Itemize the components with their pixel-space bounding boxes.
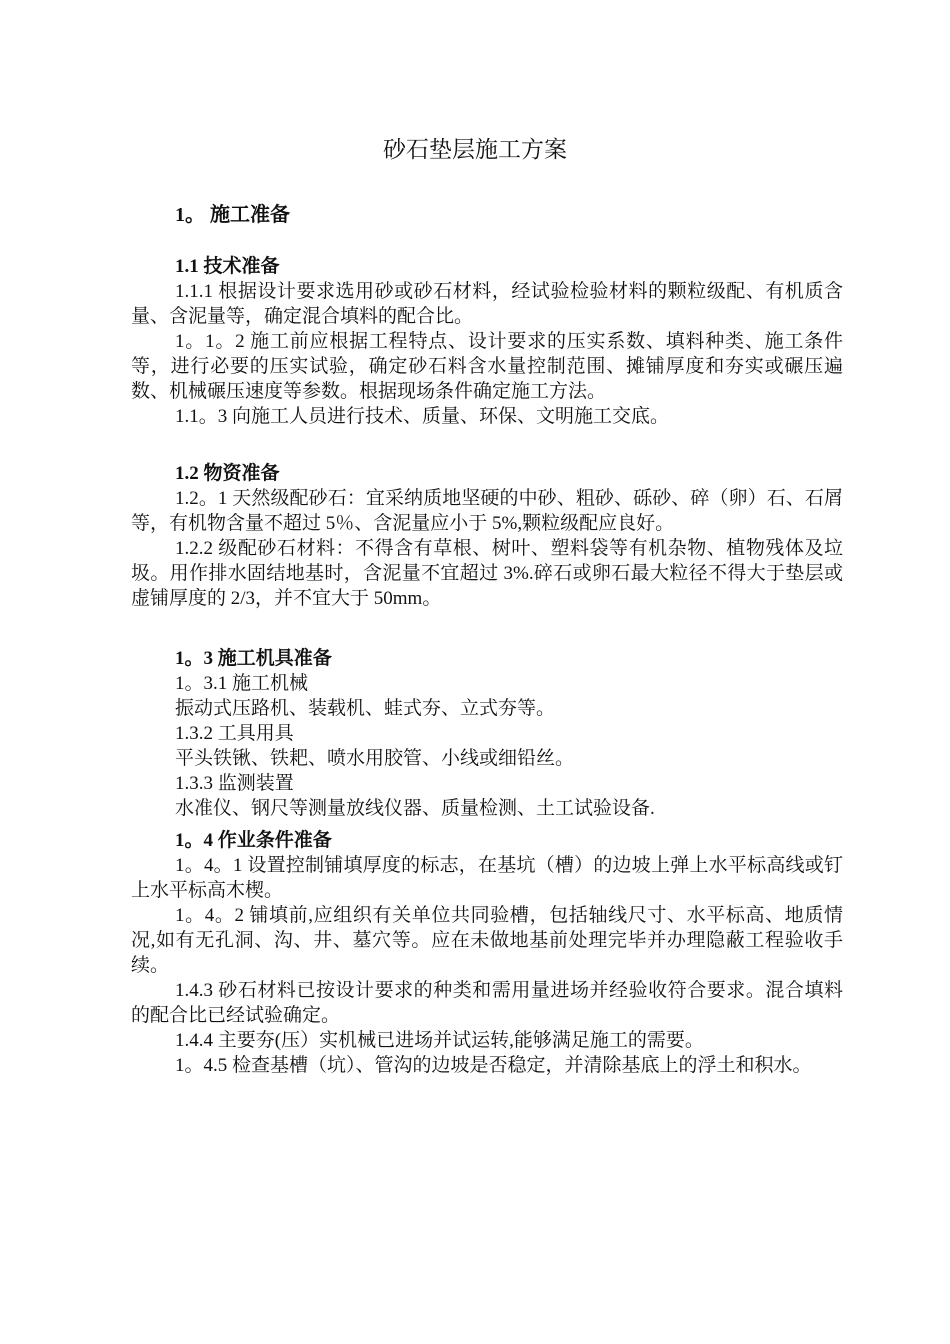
list-line: 平头铁锹、铁耙、喷水用胶管、小线或细铅丝。 [175,748,575,769]
section-1-4 [131,828,843,1078]
section-heading-1: 1。 施工准备 [175,204,290,226]
list-line: 水准仪、钢尺等测量放线仪器、质量检测、土工试验设备. [175,798,655,819]
paragraph: 1。1。2 施工前应根据工程特点、设计要求的压实系数、填料种类、施工条件等，进行必要的压实试验，确定砂石料含水量控制范围、摊铺厚度和夯实或碾压遍数、机械碾压速度等参数。根据现场条件确定施工方法。 [131,331,843,402]
document-title: 砂石垫层施工方案 [383,137,567,162]
subsection-heading: 1.2 物资准备 [175,463,280,484]
paragraph: 1.4.4 主要夯(压）实机械已进场并试运转,能够满足施工的需要。 [175,1030,704,1051]
paragraph: 1。4.5 检查基槽（坑）、管沟的边坡是否稳定，并清除基底上的浮土和积水。 [175,1055,812,1076]
paragraph: 1.2。1 天然级配砂石：宜采纳质地坚硬的中砂、粗砂、砾砂、碎（卵）石、石屑等，有机物含量不超过 5％、含泥量应小于 5%,颗粒级配应良好。 [131,488,843,534]
list-line: 1。3.1 施工机械 [175,673,309,694]
subsection-heading: 1.1 技术准备 [175,256,280,277]
paragraph: 1.1.1 根据设计要求选用砂或砂石材料，经试验检验材料的颗粒级配、有机质含量、含泥量等，确定混合填料的配合比。 [131,281,843,327]
paragraph: 1.1。3 向施工人员进行技术、质量、环保、文明施工交底。 [175,406,670,427]
list-line: 振动式压路机、装载机、蛙式夯、立式夯等。 [175,698,556,719]
section-1-1 [131,254,843,429]
paragraph: 1。4。2 铺填前,应组织有关单位共同验槽，包括轴线尺寸、水平标高、地质情况,如有无孔洞、沟、井、墓穴等。应在未做地基前处理完毕并办理隐蔽工程验收手续。 [131,905,843,976]
paragraph: 1.4.3 砂石材料已按设计要求的种类和需用量进场并经验收符合要求。混合填料的配合比已经试验确定。 [131,980,843,1026]
subsection-heading: 1。3 施工机具准备 [175,648,332,669]
list-line: 1.3.3 监测装置 [175,773,294,794]
list-line: 1.3.2 工具用具 [175,723,294,744]
paragraph: 1。4。1 设置控制铺填厚度的标志，在基坑（槽）的边坡上弹上水平标高线或钉上水平标高木楔。 [131,855,843,901]
section-1-2 [131,461,843,611]
section-1-3 [131,646,843,821]
subsection-heading: 1。4 作业条件准备 [175,830,332,851]
paragraph: 1.2.2 级配砂石材料：不得含有草根、树叶、塑料袋等有机杂物、植物残体及垃圾。用作排水固结地基时，含泥量不宜超过 3%.碎石或卵石最大粒径不得大于垫层或虚铺厚度的 2/3，并不宜大于 50mm。 [131,538,843,609]
